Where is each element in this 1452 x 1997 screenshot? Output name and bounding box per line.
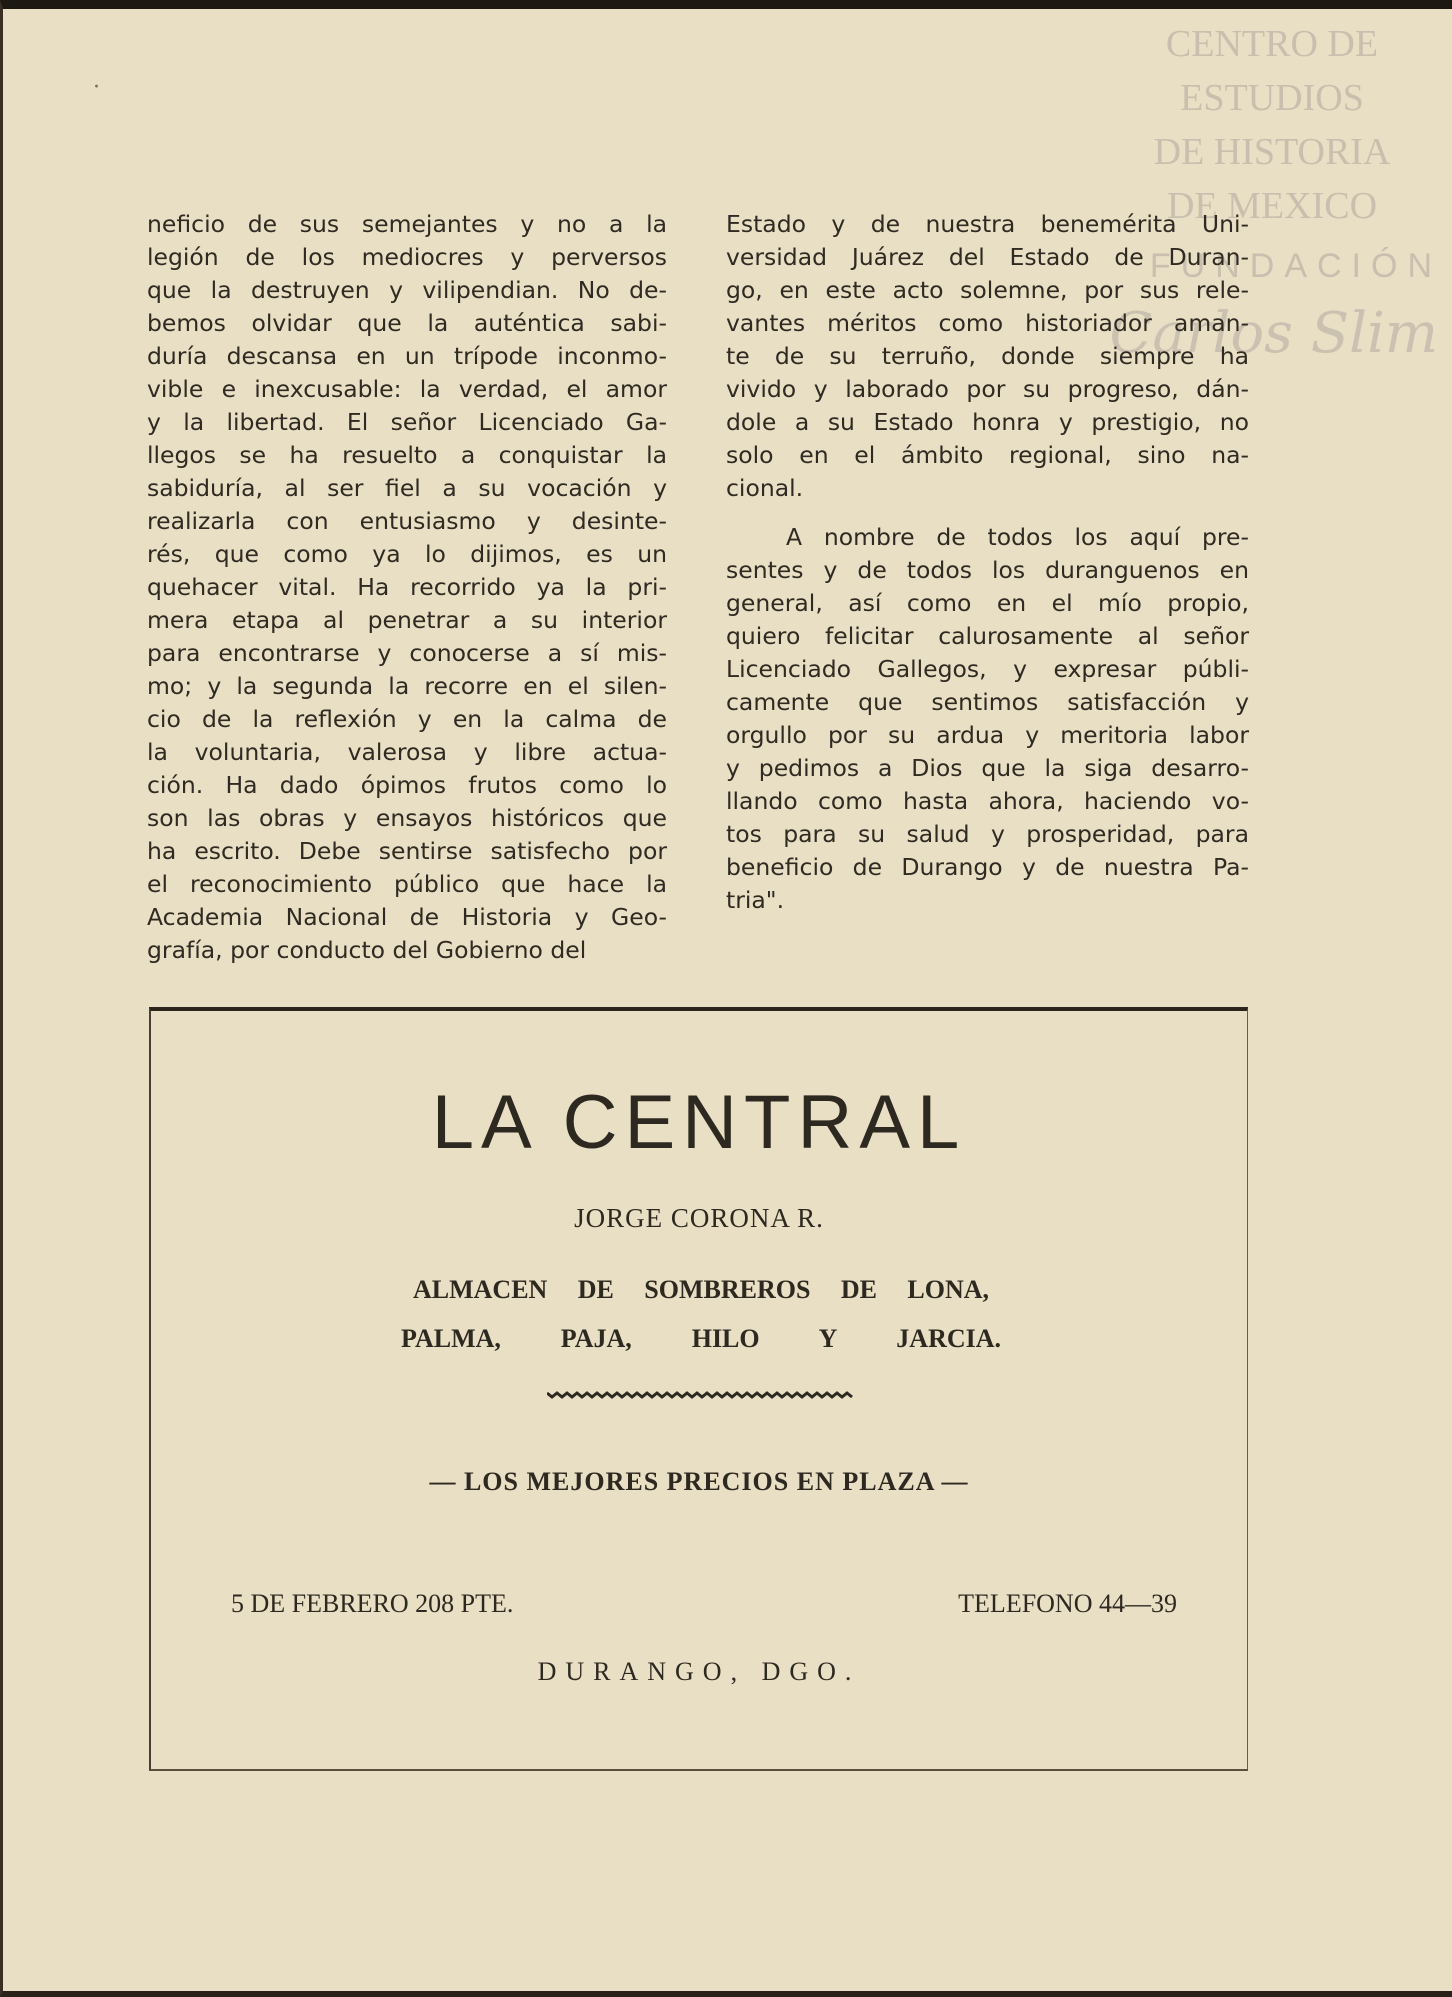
text-line: llegos se ha resuelto a conquistar la bbox=[147, 441, 667, 469]
ad-word: HILO bbox=[691, 1324, 760, 1353]
watermark-foundation: FUNDACIÓN bbox=[1149, 247, 1442, 285]
text-line: dole a su Estado honra y prestigio, no bbox=[726, 408, 1249, 436]
text-line: tria". bbox=[726, 886, 785, 914]
text-line: Academia Nacional de Historia y Geo- bbox=[147, 903, 667, 931]
text-line: mo; y la segunda la recorre en el silen- bbox=[147, 672, 667, 700]
text-line: la voluntaria, valerosa y libre actua- bbox=[147, 738, 667, 766]
ad-word: JARCIA. bbox=[896, 1324, 1002, 1353]
article-left-column bbox=[147, 208, 667, 967]
text-line: grafía, por conducto del Gobierno del bbox=[147, 936, 587, 964]
text-line: cional. bbox=[726, 474, 804, 502]
watermark-signature: Carlos Slim bbox=[1109, 301, 1438, 366]
text-line: A nombre de todos los aquí pre- bbox=[786, 523, 1249, 551]
ad-word: DE bbox=[840, 1275, 877, 1304]
archive-watermark bbox=[1122, 17, 1422, 233]
text-line: versidad Juárez del Estado de Duran- bbox=[726, 243, 1249, 271]
text-line: ción. Ha dado ópimos frutos como lo bbox=[147, 771, 667, 799]
text-line: y pedimos a Dios que la siga desarro- bbox=[726, 754, 1249, 782]
text-line: cio de la reflexión y en la calma de bbox=[147, 705, 667, 733]
text-line: vivido y laborado por su progreso, dán- bbox=[726, 375, 1249, 403]
text-line: son las obras y ensayos históricos que bbox=[147, 804, 667, 832]
ad-word: PALMA, bbox=[401, 1324, 501, 1353]
text-line: para encontrarse y conocerse a sí mis- bbox=[147, 639, 667, 667]
text-line: duría descansa en un trípode inconmo- bbox=[147, 342, 667, 370]
ad-city: DURANGO, DGO. bbox=[537, 1657, 861, 1686]
article-paragraph bbox=[726, 208, 1249, 505]
watermark-line: DE HISTORIA bbox=[1153, 131, 1391, 173]
text-line: general, así como en el mío propio, bbox=[726, 589, 1249, 617]
text-line: te de su terruño, donde siempre ha bbox=[726, 342, 1249, 370]
watermark-line: CENTRO DE bbox=[1165, 23, 1379, 65]
ad-address: 5 DE FEBRERO 208 PTE. bbox=[231, 1589, 514, 1618]
text-line: llando como hasta ahora, haciendo vo- bbox=[726, 787, 1249, 815]
text-line: quehacer vital. Ha recorrido ya la pri- bbox=[147, 573, 667, 601]
text-line: mera etapa al penetrar a su interior bbox=[147, 606, 667, 634]
ad-word: LONA, bbox=[907, 1275, 989, 1304]
article-right-column bbox=[726, 208, 1249, 917]
watermark-line: DE MEXICO bbox=[1166, 185, 1378, 227]
text-line: bemos olvidar que la auténtica sabi- bbox=[147, 309, 667, 337]
text-line: rés, que como ya lo dijimos, es un bbox=[147, 540, 667, 568]
ad-slogan: — LOS MEJORES PRECIOS EN PLAZA — bbox=[429, 1467, 969, 1496]
text-line: beneficio de Durango y de nuestra Pa- bbox=[726, 853, 1249, 881]
text-line: quiero felicitar calurosamente al señor bbox=[726, 622, 1249, 650]
decorative-divider bbox=[547, 1391, 855, 1399]
text-line: tos para su salud y prosperidad, para bbox=[726, 820, 1249, 848]
text-line: legión de los mediocres y perversos bbox=[147, 243, 667, 271]
ad-description-line bbox=[401, 1324, 1001, 1354]
text-line: sabiduría, al ser fiel a su vocación y bbox=[147, 474, 667, 502]
ad-title: LA CENTRAL bbox=[431, 1080, 967, 1165]
article-paragraph bbox=[726, 521, 1249, 917]
advertisement-box bbox=[149, 1007, 1248, 1771]
text-line: vantes méritos como historiador aman- bbox=[726, 309, 1249, 337]
ad-word: SOMBREROS bbox=[644, 1275, 811, 1304]
ad-word: ALMACEN bbox=[413, 1275, 548, 1304]
ad-owner: JORGE CORONA R. bbox=[574, 1203, 824, 1233]
ad-word: Y bbox=[818, 1324, 837, 1353]
ad-word: PAJA, bbox=[560, 1324, 632, 1353]
scan-speck: · bbox=[93, 75, 100, 100]
ad-phone: TELEFONO 44—39 bbox=[958, 1589, 1177, 1618]
text-line: Estado y de nuestra benemérita Uni- bbox=[726, 210, 1249, 238]
text-line: que la destruyen y vilipendian. No de- bbox=[147, 276, 667, 304]
text-line: orgullo por su ardua y meritoria labor bbox=[726, 721, 1249, 749]
ad-word: DE bbox=[577, 1275, 614, 1304]
text-line: Licenciado Gallegos, y expresar públi- bbox=[726, 655, 1249, 683]
ad-description-line bbox=[413, 1275, 989, 1305]
text-line: camente que sentimos satisfacción y bbox=[726, 688, 1249, 716]
text-line: sentes y de todos los duranguenos en bbox=[726, 556, 1249, 584]
watermark-line: ESTUDIOS bbox=[1180, 77, 1364, 119]
text-line: ha escrito. Debe sentirse satisfecho por bbox=[147, 837, 667, 865]
text-line: y la libertad. El señor Licenciado Ga- bbox=[147, 408, 667, 436]
text-line: el reconocimiento público que hace la bbox=[147, 870, 667, 898]
text-line: realizarla con entusiasmo y desinte- bbox=[147, 507, 667, 535]
text-line: go, en este acto solemne, por sus rele- bbox=[726, 276, 1249, 304]
text-line: neficio de sus semejantes y no a la bbox=[147, 210, 667, 238]
text-line: vible e inexcusable: la verdad, el amor bbox=[147, 375, 667, 403]
text-line: solo en el ámbito regional, sino na- bbox=[726, 441, 1249, 469]
